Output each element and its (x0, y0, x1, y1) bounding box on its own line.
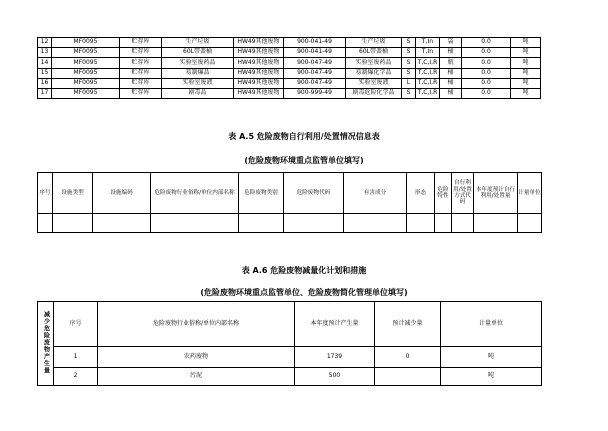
column-header: 危险废物行业俗称/单位内部名称 (98, 302, 295, 347)
column-header: 序号 (38, 173, 53, 214)
table-row (38, 347, 542, 368)
table-cell: 桶 (440, 88, 462, 98)
table-cell: 0.0 (462, 48, 511, 58)
table-cell: T,C,I,R (416, 88, 440, 98)
column-header: 危险废物类别 (239, 173, 284, 214)
column-header: 自行利用/处置方式代码 (452, 173, 474, 214)
table-cell: 16 (38, 78, 52, 88)
table-cell: 贮存库 (120, 38, 162, 48)
table-cell: 吨 (511, 48, 541, 58)
table-cell: 0.0 (462, 58, 511, 68)
table-cell: 0.0 (462, 38, 511, 48)
table-cell: MF0095 (52, 48, 120, 58)
table-cell: 吨 (511, 38, 541, 48)
column-header: 计量单位 (441, 302, 542, 347)
table-a6-subtitle: (危险废物环境重点监管单位、危险废物简化管理单位填写) (200, 288, 408, 297)
table-cell: S (402, 48, 416, 58)
table-cell: 贮存库 (120, 68, 162, 78)
table-row (38, 48, 541, 58)
table-cell: 生产垃圾 (162, 38, 234, 48)
table-cell: 1739 (295, 347, 375, 368)
table-cell: 袋 (440, 38, 462, 48)
table-cell: L (402, 78, 416, 88)
table-cell: 14 (38, 58, 52, 68)
table-cell: MF0095 (52, 88, 120, 98)
column-header: 危险特性 (435, 173, 452, 214)
table-a5-subtitle: (危险废物环境重点监管单位填写) (244, 156, 364, 165)
table-cell: HW49其他废物 (234, 78, 284, 88)
hazardous-waste-list-table (37, 37, 541, 99)
column-header: 设施类型 (53, 173, 93, 214)
column-header: 形态 (407, 173, 435, 214)
table-cell: 0.0 (462, 68, 511, 78)
table-cell: T,In (416, 38, 440, 48)
table-a6-header-row (38, 302, 542, 347)
table-row (38, 368, 542, 386)
table-a6-side-label: 减少危险废物产生量 (38, 302, 54, 386)
table-cell: 实验室废药品 (346, 58, 402, 68)
column-header: 计量单位 (518, 173, 542, 214)
table-cell: 剧毒危险化学品 (346, 88, 402, 98)
table-cell: T,C,I,R (416, 68, 440, 78)
table-cell: 农药废物 (98, 347, 295, 368)
table-cell: 17 (38, 88, 52, 98)
table-row (38, 58, 541, 68)
table-a5-empty-row (38, 214, 542, 233)
column-header: 危险废物代码 (284, 173, 344, 214)
table-cell: T,C,I,R (416, 58, 440, 68)
table-row (38, 78, 541, 88)
table-cell: HW49其他废物 (234, 68, 284, 78)
column-header: 本年度预计产生量 (295, 302, 375, 347)
table-cell: 500 (295, 368, 375, 386)
table-cell: HW49其他废物 (234, 48, 284, 58)
column-header: 序号 (54, 302, 98, 347)
table-cell: 1 (54, 347, 98, 368)
table-a5 (37, 172, 542, 233)
table-row (38, 38, 541, 48)
table-cell: T,C,I,R (416, 78, 440, 88)
table-cell: S (402, 88, 416, 98)
table-cell: 吨 (511, 58, 541, 68)
table-cell: 易制爆品 (162, 68, 234, 78)
table-cell: 污泥 (98, 368, 295, 386)
table-cell: 实验室废药品 (162, 58, 234, 68)
table-cell: 实验室废液 (346, 78, 402, 88)
table-cell: T,In (416, 48, 440, 58)
table-cell: 吨 (511, 88, 541, 98)
table-cell: S (402, 58, 416, 68)
table-row (38, 88, 541, 98)
table-cell: MF0095 (52, 58, 120, 68)
column-header: 预计减少量 (375, 302, 441, 347)
table-cell: HW49其他废物 (234, 58, 284, 68)
table-cell: 0 (375, 347, 441, 368)
table-cell: 60L带盖桶 (162, 48, 234, 58)
table-cell: HW49其他废物 (234, 38, 284, 48)
table-cell: 900-999-49 (284, 88, 346, 98)
table-cell: 生产垃圾 (346, 38, 402, 48)
column-header: 本年度预计自行利用/处置量 (474, 173, 518, 214)
table-cell: 易制爆化学品 (346, 68, 402, 78)
table-cell: 900-041-49 (284, 48, 346, 58)
table-cell: 桶 (440, 48, 462, 58)
table-a5-title: 表 A.5 危险废物自行利用/处置情况信息表 (228, 132, 380, 141)
table-cell: S (402, 68, 416, 78)
table-cell: 贮存库 (120, 58, 162, 68)
table-cell: 剧毒品 (162, 88, 234, 98)
table-cell: 吨 (441, 347, 542, 368)
table-cell: S (402, 38, 416, 48)
table-cell: 900-047-49 (284, 58, 346, 68)
table-cell: 900-047-49 (284, 78, 346, 88)
table-cell: 贮存库 (120, 88, 162, 98)
table-row (38, 68, 541, 78)
table-cell: 贮存库 (120, 78, 162, 88)
table-cell: MF0095 (52, 38, 120, 48)
table-cell: 0.0 (462, 88, 511, 98)
column-header: 设施编码 (93, 173, 151, 214)
table-cell: 吨 (511, 68, 541, 78)
table-cell: 2 (54, 368, 98, 386)
table-cell: 瓶 (440, 58, 462, 68)
table-cell (375, 368, 441, 386)
table-cell: 贮存库 (120, 48, 162, 58)
table-cell: 900-041-49 (284, 38, 346, 48)
table-cell: 0.0 (462, 78, 511, 88)
table-cell: 桶 (440, 68, 462, 78)
table-cell: 吨 (511, 78, 541, 88)
column-header: 危险废物行业俗称/单位内部名称 (151, 173, 239, 214)
table-a6-title: 表 A.6 危险废物减量化计划和措施 (241, 266, 367, 275)
table-a6 (37, 301, 542, 386)
table-cell: MF0095 (52, 68, 120, 78)
table-cell: 60L带盖桶 (346, 48, 402, 58)
table-cell: 900-047-49 (284, 68, 346, 78)
table-cell: HW49其他废物 (234, 88, 284, 98)
column-header: 有害成分 (344, 173, 407, 214)
table-cell: MF0095 (52, 78, 120, 88)
table-cell: 12 (38, 38, 52, 48)
table-cell: 15 (38, 68, 52, 78)
table-cell: 13 (38, 48, 52, 58)
table-a5-header-row (38, 173, 542, 214)
table-cell: 吨 (441, 368, 542, 386)
table-cell: 桶 (440, 78, 462, 88)
table-cell: 实验室废液 (162, 78, 234, 88)
